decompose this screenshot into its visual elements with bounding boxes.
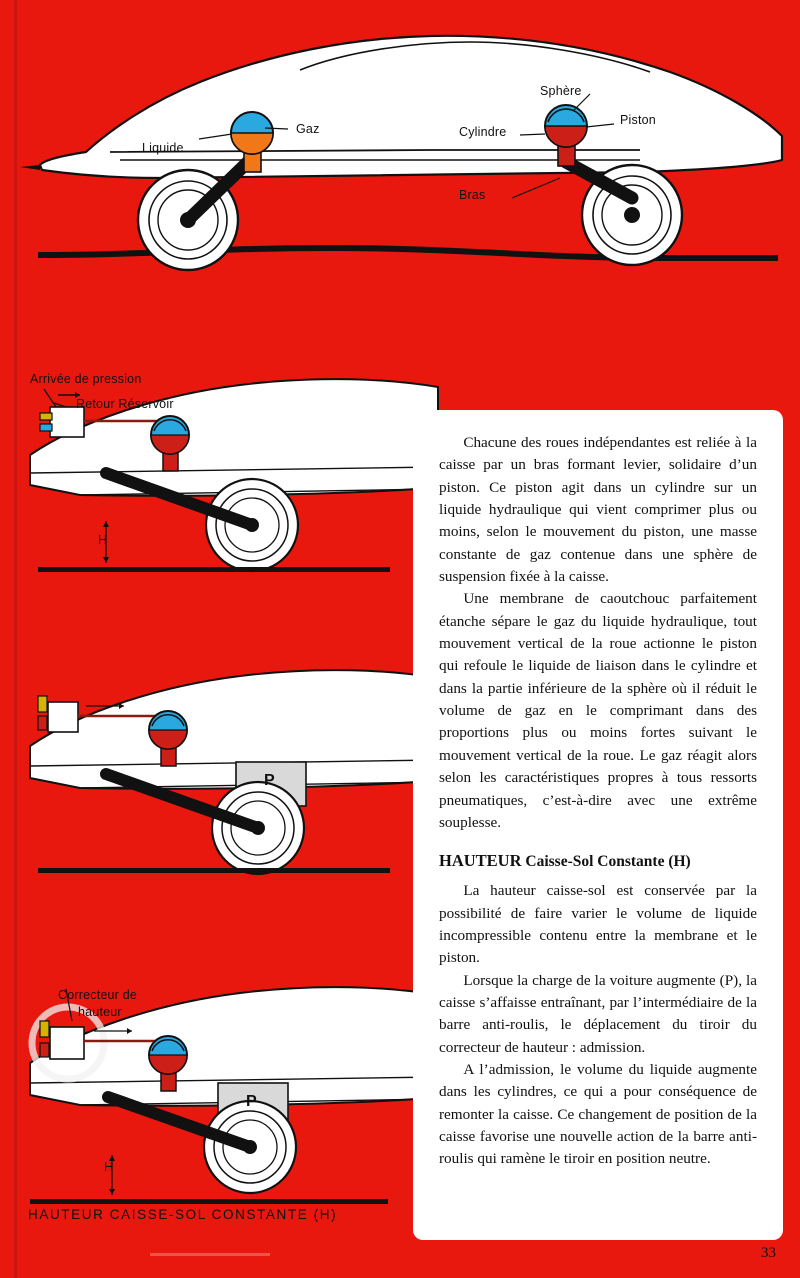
section-heading-strong: HAUTEUR xyxy=(439,851,522,871)
paragraph-5: A l’admission, le volume du liquide augmente dans les cylindres, ce qui a pour conséquence de remonter la caisse. Ce changement de position de la caisse favorise une nouvelle action de la barre anti-roulis qui ramène le tiroir en position neutre. xyxy=(439,1060,757,1168)
figure-top-cutaway xyxy=(0,10,800,275)
label-charge-p-mid2: P xyxy=(264,772,275,789)
paragraph-3: La hauteur caisse-sol est conservée par la possibilité de faire varier le volume de liquide incompressible contenu entre la membrane et le piston. xyxy=(439,882,757,967)
label-sphere: Sphère xyxy=(540,84,582,98)
label-correcteur-line1: Correcteur de xyxy=(58,988,138,1002)
figure-caption: HAUTEUR CAISSE-SOL CONSTANTE (H) xyxy=(28,1207,338,1222)
paragraph-2: Une membrane de caoutchouc parfaitement étanche sépare le gaz du liquide hydraulique, tout mouvement vertical de la roue actionne le piston qui refoule le liquide de liaison dans le cylindre et dans la partie inférieure de la sphère où il réduit le volume de gaz en le comprimant dans des proportions plus ou moins fortes suivant le mouvement vertical de la roue. Le gaz réagit alors selon les caractéristiques propres à tous ressorts pneumatiques, c’est-à-dire avec une extrême souplesse. xyxy=(439,590,757,831)
page-number: 33 xyxy=(761,1245,776,1261)
label-correcteur-line2: hauteur xyxy=(78,1005,122,1019)
label-retour-reservoir: Retour Réservoir xyxy=(76,397,174,411)
page-smudge xyxy=(150,1253,270,1256)
section-heading xyxy=(439,851,757,871)
label-cylindre: Cylindre xyxy=(459,125,507,139)
label-hauteur-h-bottom: H xyxy=(104,1160,114,1174)
label-bras: Bras xyxy=(459,188,486,202)
label-gaz: Gaz xyxy=(296,122,320,136)
paragraph-1: Chacune des roues indépendantes est reliée à la caisse par un bras formant levier, solidaire d’un piston. Ce piston agit dans un cylindre sur un liquide hydraulique qui vient comprimer plus ou moins, selon le mouvement du piston, une masse constante de gaz contenue dans une sphère de suspension fixée à la caisse. xyxy=(439,434,757,586)
text-panel xyxy=(413,410,783,1240)
label-arrivee-pression: Arrivée de pression xyxy=(30,372,142,386)
label-piston: Piston xyxy=(620,113,656,127)
figure-loaded-car xyxy=(20,650,440,895)
label-hauteur-h-mid1: H xyxy=(98,533,108,547)
label-liquide: Liquide xyxy=(142,141,184,155)
figure-pressure-supply xyxy=(20,355,440,595)
section-heading-rest: Caisse-Sol Constante (H) xyxy=(525,853,691,871)
figure-height-corrector xyxy=(20,955,440,1230)
paragraph-4: Lorsque la charge de la voiture augmente (P), la caisse s’affaisse entraînant, par l’intermédiaire de la barre anti-roulis, le déplacement du tiroir du correcteur de hauteur : admission. xyxy=(439,971,757,1056)
label-charge-p-bottom: P xyxy=(246,1093,257,1110)
